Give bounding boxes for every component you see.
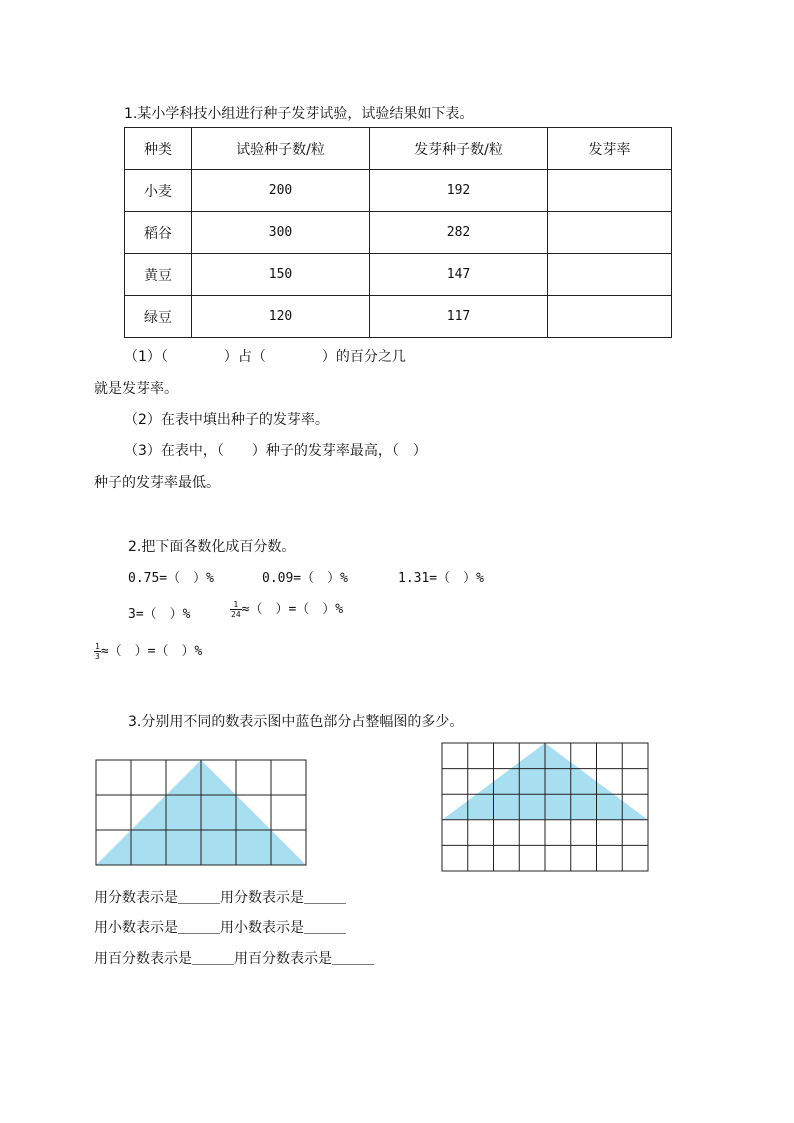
fraction-numerator: 1 bbox=[95, 642, 100, 651]
fraction-1-3 bbox=[94, 642, 101, 661]
row-tested: 200 bbox=[192, 170, 370, 212]
header-rate: 发芽率 bbox=[548, 128, 672, 170]
row-sprouted: 147 bbox=[370, 254, 548, 296]
row-rate-blank[interactable] bbox=[548, 296, 672, 338]
row-kind: 小麦 bbox=[125, 170, 192, 212]
q3-percent-line: 用百分数表示是＿＿＿用百分数表示是＿＿＿ bbox=[94, 951, 374, 967]
row-kind: 黄豆 bbox=[125, 254, 192, 296]
row-kind: 绿豆 bbox=[125, 296, 192, 338]
header-tested: 试验种子数/粒 bbox=[192, 128, 370, 170]
row-tested: 120 bbox=[192, 296, 370, 338]
q3-fraction-line: 用分数表示是＿＿＿用分数表示是＿＿＿ bbox=[94, 890, 346, 906]
q2-item-1-31: 1.31=（ ）% bbox=[398, 571, 484, 586]
q1-sub2: （2）在表中填出种子的发芽率。 bbox=[124, 412, 329, 428]
table-header-row bbox=[125, 128, 672, 170]
table-row bbox=[125, 212, 672, 254]
left-grid-figure bbox=[95, 759, 309, 867]
fraction-1-24 bbox=[230, 600, 242, 619]
q2-item-3: 3=（ ）% bbox=[128, 607, 191, 622]
fraction-rest: ≈（ ）=（ ）% bbox=[100, 644, 203, 659]
q1-title: 1.某小学科技小组进行种子发芽试验，试验结果如下表。 bbox=[124, 106, 474, 122]
row-sprouted: 282 bbox=[370, 212, 548, 254]
q2-title: 2.把下面各数化成百分数。 bbox=[128, 539, 296, 555]
q2-item-frac-1-3 bbox=[94, 640, 202, 661]
row-kind: 稻谷 bbox=[125, 212, 192, 254]
q1-sub3-line1: （3）在表中，（ ）种子的发芽率最高，（ ） bbox=[124, 443, 427, 459]
q1-sub3-line2: 种子的发芽率最低。 bbox=[94, 475, 220, 491]
right-grid-figure bbox=[441, 742, 651, 874]
q3-decimal-line: 用小数表示是＿＿＿用小数表示是＿＿＿ bbox=[94, 920, 346, 936]
row-sprouted: 117 bbox=[370, 296, 548, 338]
row-rate-blank[interactable] bbox=[548, 212, 672, 254]
row-sprouted: 192 bbox=[370, 170, 548, 212]
row-tested: 300 bbox=[192, 212, 370, 254]
fraction-numerator: 1 bbox=[230, 600, 242, 610]
header-kind: 种类 bbox=[125, 128, 192, 170]
table-row bbox=[125, 296, 672, 338]
table-row bbox=[125, 170, 672, 212]
row-rate-blank[interactable] bbox=[548, 254, 672, 296]
q1-sub1-line2: 就是发芽率。 bbox=[94, 381, 178, 397]
row-tested: 150 bbox=[192, 254, 370, 296]
header-sprouted: 发芽种子数/粒 bbox=[370, 128, 548, 170]
q2-item-frac-1-24 bbox=[230, 598, 343, 619]
fraction-rest: ≈（ ）=（ ）% bbox=[241, 602, 344, 617]
q1-sub1-line1: （1）（ ）占（ ）的百分之几 bbox=[124, 349, 406, 365]
table-row bbox=[125, 254, 672, 296]
q2-item-0-09: 0.09=（ ）% bbox=[262, 571, 348, 586]
row-rate-blank[interactable] bbox=[548, 170, 672, 212]
q2-item-0-75: 0.75=（ ）% bbox=[128, 571, 214, 586]
q3-title: 3.分别用不同的数表示图中蓝色部分占整幅图的多少。 bbox=[128, 714, 464, 730]
fraction-denominator: 24 bbox=[231, 610, 241, 619]
fraction-denominator: 3 bbox=[95, 652, 100, 661]
seed-table bbox=[124, 127, 672, 338]
